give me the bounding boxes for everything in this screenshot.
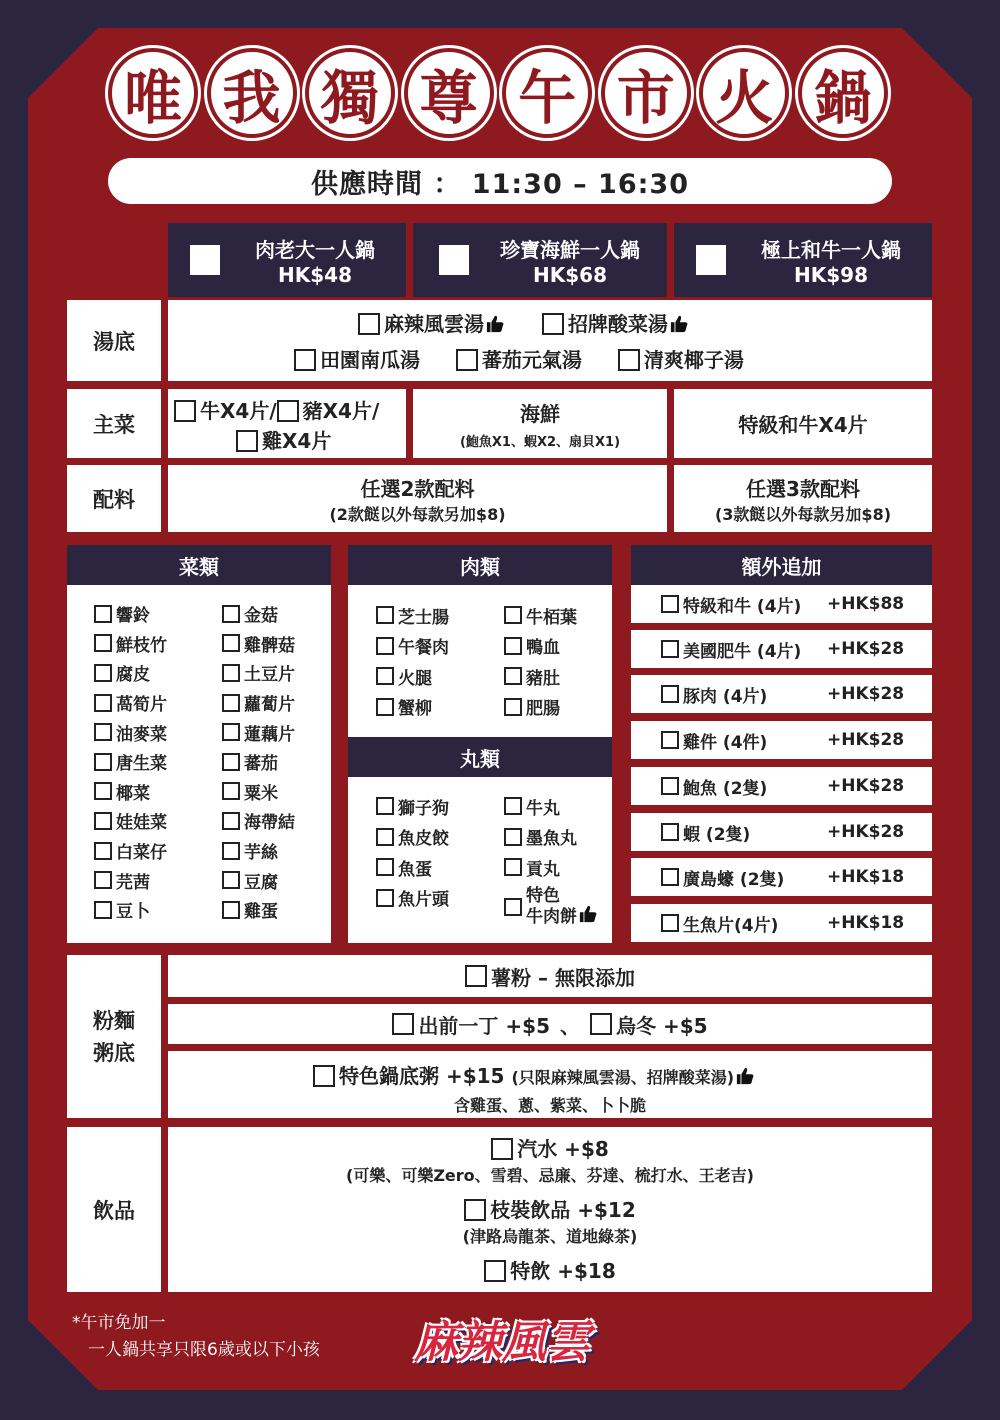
drink-option[interactable]: 特飲 +$18 [168, 1255, 932, 1284]
list-item[interactable]: 椰菜 [94, 777, 167, 807]
extra-item[interactable]: 廣島蠔 (2隻) +HK$18 [631, 858, 932, 896]
main-option: 豬X4片/ [302, 399, 380, 423]
soup-options [168, 300, 932, 381]
drink-option[interactable]: 枝裝飲品 +$12 [168, 1194, 932, 1223]
list-item[interactable]: 白菜仔 [94, 836, 167, 866]
list-item[interactable]: 牛栢葉 [504, 600, 577, 631]
drinks-label: 飲品 [67, 1127, 161, 1292]
list-item[interactable]: 豆卜 [94, 895, 167, 925]
noodles-label: 粉麵 粥底 [67, 955, 161, 1118]
special-beef-patty[interactable]: 特色 牛肉餅 [504, 886, 597, 928]
pot-price: HK$48 [278, 262, 352, 287]
balls-header: 丸類 [348, 737, 612, 777]
sides-label: 配料 [67, 465, 161, 532]
list-item[interactable]: 蓮藕片 [222, 717, 295, 747]
title-char: 午 [502, 48, 592, 138]
sides-option-a [168, 465, 667, 532]
list-item[interactable]: 蟹柳 [376, 692, 449, 723]
extra-item[interactable]: 美國肥牛 (4片) +HK$28 [631, 630, 932, 668]
pot-option-2[interactable] [413, 223, 667, 297]
checkbox[interactable] [542, 313, 564, 335]
thumbs-up-icon [579, 905, 597, 923]
balls-list-1 [376, 791, 449, 913]
extra-item[interactable]: 鮑魚 (2隻) +HK$28 [631, 767, 932, 805]
main-label: 主菜 [67, 389, 161, 458]
list-item[interactable]: 萵筍片 [94, 688, 167, 718]
main-option: 牛X4片/ [200, 399, 277, 423]
congee-option[interactable] [168, 1051, 932, 1118]
list-item[interactable]: 火腿 [376, 661, 449, 692]
soup-option: 麻辣風雲湯 [384, 312, 484, 336]
list-item[interactable]: 芋絲 [222, 836, 295, 866]
list-item[interactable]: 土豆片 [222, 658, 295, 688]
list-item[interactable]: 豆腐 [222, 865, 295, 895]
veg-header: 菜類 [67, 545, 331, 585]
noodle-option: 烏冬 +$5 [616, 1013, 708, 1038]
seafood-note: (鮑魚X1、蝦X2、扇貝X1) [459, 434, 621, 450]
list-item[interactable]: 魚皮餃 [376, 822, 449, 853]
title-char: 我 [207, 48, 297, 138]
title-char: 唯 [108, 48, 198, 138]
list-item[interactable]: 蕃茄 [222, 747, 295, 777]
list-item[interactable]: 雞髀菇 [222, 629, 295, 659]
separator: 、 [560, 1013, 580, 1038]
list-item[interactable]: 牛丸 [504, 791, 577, 822]
list-item[interactable]: 蘿蔔片 [222, 688, 295, 718]
checkbox[interactable] [236, 430, 258, 452]
soup-option: 招牌酸菜湯 [567, 312, 668, 336]
veg-list-2 [222, 599, 295, 925]
checkbox[interactable] [456, 349, 478, 371]
congee-subtext: 含雞蛋、蔥、紫菜、卜卜脆 [453, 1096, 646, 1115]
list-item[interactable]: 海帶結 [222, 806, 295, 836]
meat-header: 肉類 [348, 545, 612, 585]
menu-title [108, 48, 888, 140]
pot-checkbox[interactable] [696, 245, 726, 275]
list-item[interactable]: 獅子狗 [376, 791, 449, 822]
balls-list-2 [504, 791, 577, 883]
list-item[interactable]: 唐生菜 [94, 747, 167, 777]
soup-option: 田園南瓜湯 [320, 348, 420, 372]
soup-option: 蕃茄元氣湯 [481, 348, 582, 372]
pot-name: 極上和牛一人鍋 [761, 237, 901, 262]
pot-name: 珍寶海鮮一人鍋 [500, 237, 640, 262]
extra-item[interactable]: 生魚片(4片) +HK$18 [631, 904, 932, 942]
sides-note: (2款餸以外每款另加$8) [329, 504, 506, 524]
sides-title: 任選2款配料 [360, 476, 475, 501]
congee-title: 特色鍋底粥 +$15 [339, 1064, 505, 1088]
pot-checkbox[interactable] [439, 245, 469, 275]
footnote-service-charge: *午市免加一 [72, 1313, 166, 1333]
checkbox[interactable] [392, 1013, 414, 1035]
list-item[interactable]: 芫茜 [94, 865, 167, 895]
checkbox[interactable] [358, 313, 380, 335]
thumbs-up-icon [670, 315, 688, 333]
list-item[interactable]: 肥腸 [504, 692, 577, 723]
pot-price: HK$68 [533, 262, 607, 287]
main-meat-options [168, 389, 406, 458]
main-option: 雞X4片 [262, 429, 332, 453]
pot-price: HK$98 [794, 262, 868, 287]
sides-option-b [674, 465, 932, 532]
pot-option-3[interactable] [674, 223, 932, 297]
congee-note: (只限麻辣風雲湯、招牌酸菜湯) [511, 1068, 735, 1087]
thumbs-up-icon [736, 1067, 754, 1085]
list-item[interactable]: 雞蛋 [222, 895, 295, 925]
pot-checkbox[interactable] [190, 245, 220, 275]
checkbox[interactable] [277, 400, 299, 422]
extra-item[interactable]: 特級和牛 (4片) +HK$88 [631, 585, 932, 623]
noodle-option: 出前一丁 +$5 [418, 1013, 550, 1038]
list-item[interactable]: 鴨血 [504, 631, 577, 662]
noodle-option-potato[interactable]: 薯粉 – 無限添加 [168, 955, 932, 997]
checkbox[interactable] [590, 1013, 612, 1035]
checkbox[interactable] [174, 400, 196, 422]
list-item[interactable]: 粟米 [222, 777, 295, 807]
drink-option[interactable]: 汽水 +$8 [168, 1133, 932, 1162]
brand-logo: 麻辣風雲 [414, 1317, 590, 1368]
pot-name: 肉老大一人鍋 [255, 237, 375, 262]
list-item[interactable]: 魚片頭 [376, 883, 449, 914]
title-char: 市 [601, 48, 691, 138]
list-item[interactable]: 油麥菜 [94, 717, 167, 747]
serving-hours: 供應時間 ： 11:30 – 16:30 [108, 158, 892, 204]
title-char: 獨 [305, 48, 395, 138]
meat-list-2 [504, 600, 577, 722]
title-char: 尊 [404, 48, 494, 138]
checkbox[interactable] [618, 349, 640, 371]
seafood-title: 海鮮 [520, 401, 560, 426]
list-item[interactable]: 午餐肉 [376, 631, 449, 662]
sides-title: 任選3款配料 [746, 476, 860, 501]
extra-item[interactable]: 雞件 (4件) +HK$28 [631, 721, 932, 759]
drink-note: (可樂、可樂Zero、雪碧、忌廉、芬達、梳打水、王老吉) [346, 1166, 754, 1185]
main-seafood [413, 389, 667, 458]
thumbs-up-icon [486, 315, 504, 333]
list-item[interactable]: 響鈴 [94, 599, 167, 629]
title-char: 火 [699, 48, 789, 138]
soup-label: 湯底 [67, 300, 161, 381]
list-item[interactable]: 腐皮 [94, 658, 167, 688]
extras-header: 額外追加 [631, 545, 932, 585]
list-item[interactable]: 貢丸 [504, 852, 577, 883]
main-wagyu: 特級和牛X4片 [674, 389, 932, 458]
title-char: 鍋 [798, 48, 888, 138]
drinks-panel [168, 1127, 932, 1292]
meat-list-1 [376, 600, 449, 722]
list-item[interactable]: 金菇 [222, 599, 295, 629]
noodle-options-row [168, 1004, 932, 1044]
drink-note: (津路烏龍茶、道地綠茶) [462, 1227, 638, 1246]
checkbox[interactable] [294, 349, 316, 371]
list-item[interactable]: 娃娃菜 [94, 806, 167, 836]
list-item[interactable]: 墨魚丸 [504, 822, 577, 853]
list-item[interactable]: 鮮枝竹 [94, 629, 167, 659]
list-item[interactable]: 芝士腸 [376, 600, 449, 631]
extra-item[interactable]: 豚肉 (4片) +HK$28 [631, 675, 932, 713]
footnote-sharing: 一人鍋共享只限6歲或以下小孩 [88, 1340, 320, 1360]
soup-option: 清爽椰子湯 [643, 348, 744, 372]
sides-note: (3款餸以外每款另加$8) [714, 504, 892, 524]
veg-list-1 [94, 599, 167, 925]
list-item[interactable]: 豬肚 [504, 661, 577, 692]
extra-item[interactable]: 蝦 (2隻) +HK$28 [631, 813, 932, 851]
pot-option-1[interactable] [168, 223, 406, 297]
list-item[interactable]: 魚蛋 [376, 852, 449, 883]
